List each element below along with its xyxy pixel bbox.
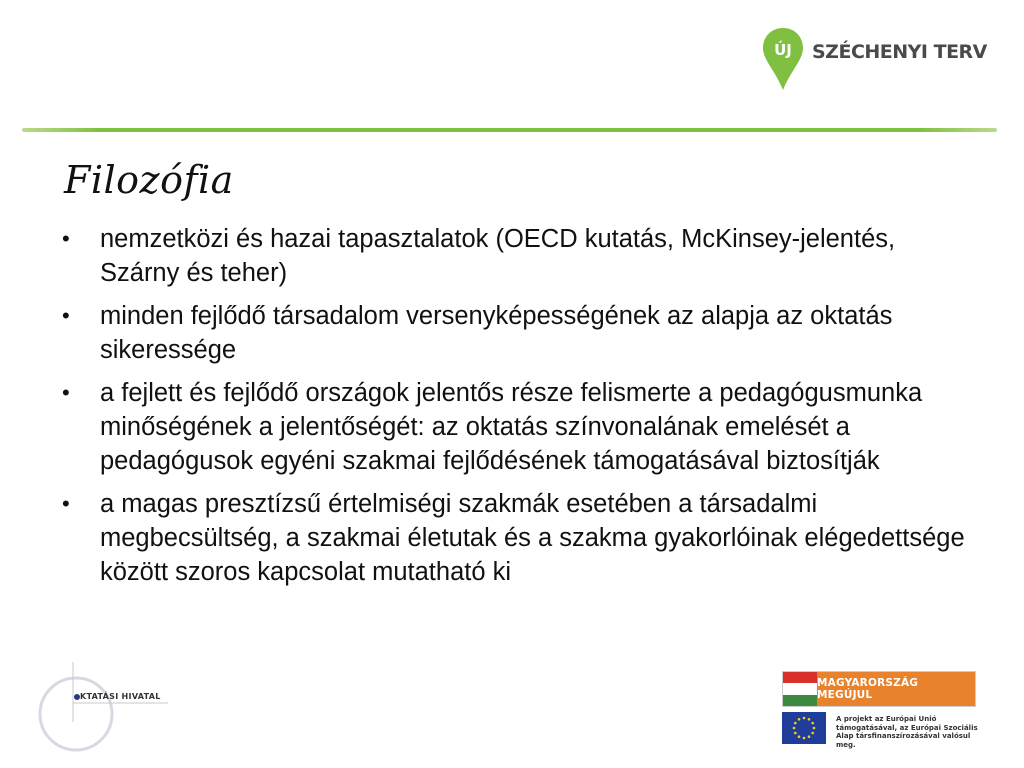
logo-wordmark: SZÉCHENYI TERV (812, 41, 987, 63)
eu-support-note: A projekt az Európai Unió támogatásával, az Európai Szociális Alap társfinanszírozásával valósul meg. (836, 715, 978, 749)
bullet-item (60, 376, 970, 478)
location-pin-icon (760, 26, 806, 92)
hungarian-flag-icon (783, 672, 817, 706)
magyarorszag-megujul-banner (782, 671, 976, 707)
bullet-dot: • (62, 491, 70, 516)
bullet-list (60, 222, 970, 598)
bullet-dot: • (62, 380, 70, 405)
bullet-text: a magas presztízsű értelmiségi szakmák esetében a társadalmi megbecsültség, a szakmai életutak és a szakma gyakorlóinak elégedettsége között szoros kapcsolat mutatható ki (100, 490, 965, 586)
szechenyi-terv-logo (760, 26, 987, 92)
logo-badge-text: ÚJ (774, 41, 792, 59)
bullet-dot: • (62, 226, 70, 251)
eu-flag-icon (782, 712, 826, 744)
bullet-item (60, 487, 970, 589)
eu-support-block (782, 712, 986, 749)
bullet-text: nemzetközi és hazai tapasztalatok (OECD kutatás, McKinsey-jelentés, Szárny és teher) (100, 225, 896, 287)
bullet-text: a fejlett és fejlődő országok jelentős része felismerte a pedagógusmunka minőségének a jelentőségét: az oktatás színvonalának emelését a pedagógusok egyéni szakmai fejlődésének támogatásával biztosítják (100, 379, 923, 475)
bullet-item (60, 222, 970, 290)
banner-label: MAGYARORSZÁG MEGÚJUL (817, 672, 975, 706)
bullet-text: minden fejlődő társadalom versenyképességének az alapja az oktatás sikeressége (100, 302, 893, 364)
slide-title: Filozófia (64, 158, 234, 202)
bullet-dot: • (62, 303, 70, 328)
bullet-item (60, 299, 970, 367)
header-divider (22, 128, 997, 132)
oktatasi-hivatal-text: KTATÁSI HIVATAL (80, 692, 161, 701)
oktatasi-hivatal-logo (36, 662, 206, 762)
